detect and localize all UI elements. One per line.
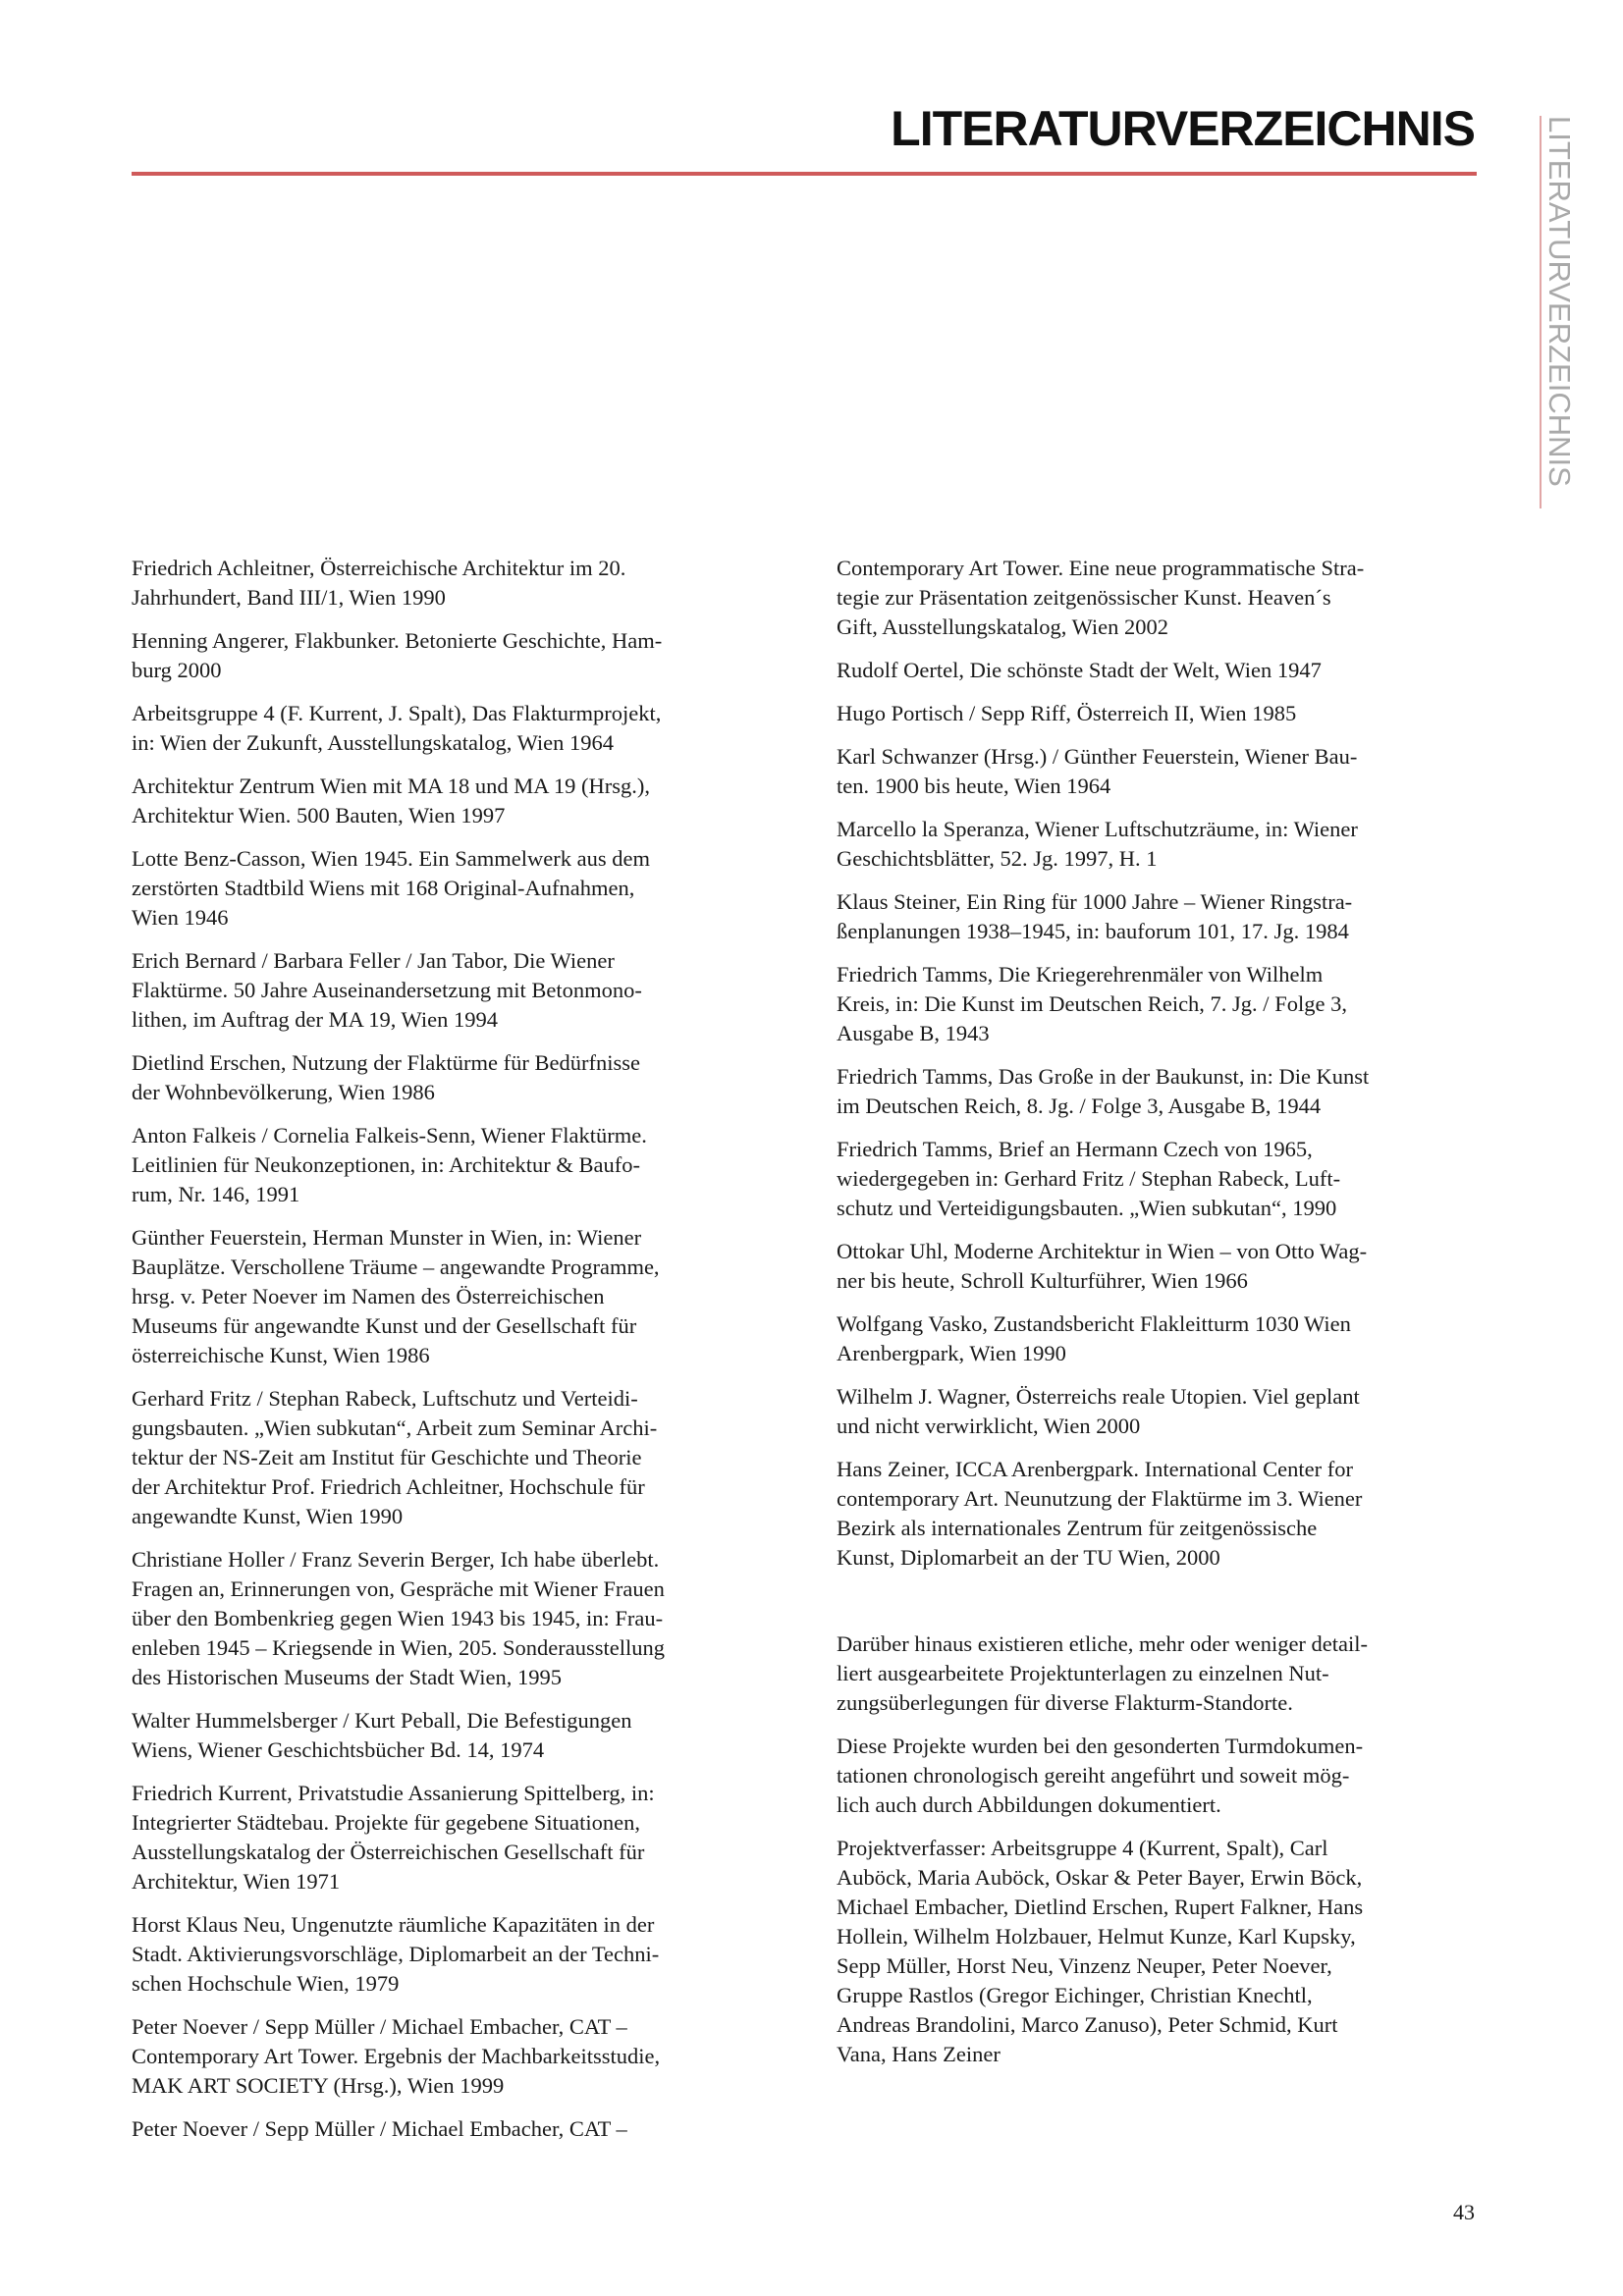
bibliography-entry-line: lithen, im Auftrag der MA 19, Wien 1994 bbox=[132, 1007, 499, 1032]
note-paragraph-line: Sepp Müller, Horst Neu, Vinzenz Neuper, Peter Noever, bbox=[837, 1953, 1332, 1978]
bibliography-entry-line: Architektur Wien. 500 Bauten, Wien 1997 bbox=[132, 803, 506, 828]
bibliography-entry bbox=[837, 815, 1477, 874]
bibliography-entry bbox=[132, 1706, 772, 1765]
bibliography-entry-line: der Architektur Prof. Friedrich Achleitner, Hochschule für bbox=[132, 1474, 645, 1499]
bibliography-entry-line: Karl Schwanzer (Hrsg.) / Günther Feuerstein, Wiener Bau- bbox=[837, 744, 1358, 769]
bibliography-entry bbox=[132, 772, 772, 830]
bibliography-entry-line: Horst Klaus Neu, Ungenutzte räumliche Kapazitäten in der bbox=[132, 1912, 655, 1937]
bibliography-entry-line: Wien 1946 bbox=[132, 905, 229, 930]
bibliography-entry-line: hrsg. v. Peter Noever im Namen des Österreichischen bbox=[132, 1284, 605, 1308]
bibliography-entry-line: Christiane Holler / Franz Severin Berger, Ich habe überlebt. bbox=[132, 1547, 660, 1572]
bibliography-entry-line: Jahrhundert, Band III/1, Wien 1990 bbox=[132, 585, 446, 610]
bibliography-entry-line: Henning Angerer, Flakbunker. Betonierte Geschichte, Ham- bbox=[132, 628, 663, 653]
bibliography-entry-line: rum, Nr. 146, 1991 bbox=[132, 1182, 300, 1206]
bibliography-entry-line: Friedrich Kurrent, Privatstudie Assanierung Spittelberg, in: bbox=[132, 1781, 655, 1805]
bibliography-entry-line: Kunst, Diplomarbeit an der TU Wien, 2000 bbox=[837, 1545, 1220, 1570]
bibliography-entry bbox=[132, 844, 772, 933]
bibliography-entry-line: Walter Hummelsberger / Kurt Peball, Die Befestigungen bbox=[132, 1708, 632, 1733]
bibliography-entry-line: Architektur, Wien 1971 bbox=[132, 1869, 341, 1894]
bibliography-entry-line: Erich Bernard / Barbara Feller / Jan Tabor, Die Wiener bbox=[132, 948, 615, 973]
note-paragraph-line: Diese Projekte wurden bei den gesonderten Turmdokumen- bbox=[837, 1734, 1364, 1758]
bibliography-entry-line: Anton Falkeis / Cornelia Falkeis-Senn, Wiener Flaktürme. bbox=[132, 1123, 647, 1148]
note-paragraph-line: Auböck, Maria Auböck, Oskar & Peter Bayer, Erwin Böck, bbox=[837, 1865, 1363, 1890]
note-paragraph bbox=[837, 1629, 1477, 1718]
bibliography-entry-line: Integrierter Städtebau. Projekte für gegebene Situationen, bbox=[132, 1810, 640, 1835]
note-paragraph-line: Hollein, Wilhelm Holzbauer, Helmut Kunze, Karl Kupsky, bbox=[837, 1924, 1356, 1949]
bibliography-entry-line: Contemporary Art Tower. Ergebnis der Machbarkeitsstudie, bbox=[132, 2044, 661, 2068]
bibliography-entry bbox=[837, 1309, 1477, 1368]
note-paragraph-line: Andreas Brandolini, Marco Zanuso), Peter Schmid, Kurt bbox=[837, 2012, 1338, 2037]
bibliography-entry-line: Friedrich Tamms, Brief an Hermann Czech von 1965, bbox=[837, 1137, 1313, 1161]
note-paragraph bbox=[837, 1732, 1477, 1820]
bibliography-left-column bbox=[132, 554, 772, 2158]
note-paragraph-line: Darüber hinaus existieren etliche, mehr oder weniger detail- bbox=[837, 1631, 1369, 1656]
bibliography-entry-line: Peter Noever / Sepp Müller / Michael Embacher, CAT – bbox=[132, 2116, 627, 2141]
bibliography-entry bbox=[132, 1384, 772, 1531]
bibliography-entry-line: wiedergegeben in: Gerhard Fritz / Stephan Rabeck, Luft- bbox=[837, 1166, 1341, 1191]
bibliography-entry-line: Stadt. Aktivierungsvorschläge, Diplomarbeit an der Techni- bbox=[132, 1942, 660, 1966]
bibliography-entry-line: Kreis, in: Die Kunst im Deutschen Reich, 7. Jg. / Folge 3, bbox=[837, 991, 1347, 1016]
bibliography-entry bbox=[132, 1223, 772, 1370]
bibliography-entry-line: Flaktürme. 50 Jahre Auseinandersetzung mit Betonmono- bbox=[132, 978, 642, 1002]
bibliography-entry-line: schen Hochschule Wien, 1979 bbox=[132, 1971, 400, 1996]
bibliography-entry bbox=[132, 1545, 772, 1692]
bibliography-entry bbox=[837, 554, 1477, 642]
note-paragraph-line: lich auch durch Abbildungen dokumentiert. bbox=[837, 1792, 1221, 1817]
bibliography-entry bbox=[132, 946, 772, 1035]
note-paragraph-line: liert ausgearbeitete Projektunterlagen zu einzelnen Nut- bbox=[837, 1661, 1329, 1685]
bibliography-entry-line: über den Bombenkrieg gegen Wien 1943 bis 1945, in: Frau- bbox=[132, 1606, 664, 1630]
bibliography-entry bbox=[132, 1910, 772, 1999]
additional-notes bbox=[837, 1629, 1477, 2069]
bibliography-entry-line: burg 2000 bbox=[132, 658, 222, 682]
side-tab-label: LITERATURVERZEICHNIS bbox=[1540, 116, 1579, 508]
bibliography-entry bbox=[837, 742, 1477, 801]
bibliography-entry-line: schutz und Verteidigungsbauten. „Wien subkutan“, 1990 bbox=[837, 1196, 1337, 1220]
bibliography-entry-line: ßenplanungen 1938–1945, in: bauforum 101, 17. Jg. 1984 bbox=[837, 919, 1349, 943]
bibliography-entry bbox=[837, 1062, 1477, 1121]
bibliography-entry-line: Lotte Benz-Casson, Wien 1945. Ein Sammelwerk aus dem bbox=[132, 846, 650, 871]
bibliography-entry-line: Wilhelm J. Wagner, Österreichs reale Utopien. Viel geplant bbox=[837, 1384, 1360, 1409]
bibliography-entry bbox=[132, 699, 772, 758]
bibliography-entry-line: Klaus Steiner, Ein Ring für 1000 Jahre – Wiener Ringstra- bbox=[837, 889, 1353, 914]
note-paragraph-line: Gruppe Rastlos (Gregor Eichinger, Christian Knechtl, bbox=[837, 1983, 1313, 2007]
bibliography-entry-line: Peter Noever / Sepp Müller / Michael Embacher, CAT – bbox=[132, 2014, 627, 2039]
bibliography-entry-line: Fragen an, Erinnerungen von, Gespräche mit Wiener Frauen bbox=[132, 1576, 665, 1601]
page-number: 43 bbox=[1453, 2200, 1475, 2224]
bibliography-entry-line: Arenbergpark, Wien 1990 bbox=[837, 1341, 1066, 1365]
bibliography-entry-line: und nicht verwirklicht, Wien 2000 bbox=[837, 1414, 1141, 1438]
bibliography-entry-line: Leitlinien für Neukonzeptionen, in: Architektur & Baufo- bbox=[132, 1152, 640, 1177]
bibliography-entry bbox=[837, 1382, 1477, 1441]
bibliography-entry-line: Bauplätze. Verschollene Träume – angewandte Programme, bbox=[132, 1255, 660, 1279]
bibliography-entry-line: Friedrich Achleitner, Österreichische Architektur im 20. bbox=[132, 556, 626, 580]
bibliography-entry-line: Museums für angewandte Kunst und der Gesellschaft für bbox=[132, 1313, 637, 1338]
bibliography-entry bbox=[837, 1135, 1477, 1223]
bibliography-entry-line: gungsbauten. „Wien subkutan“, Arbeit zum Seminar Archi- bbox=[132, 1415, 658, 1440]
bibliography-entry bbox=[837, 960, 1477, 1048]
note-paragraph-line: tationen chronologisch gereiht angeführt und soweit mög- bbox=[837, 1763, 1350, 1788]
bibliography-entry bbox=[837, 887, 1477, 946]
bibliography-right-column bbox=[837, 554, 1477, 2083]
bibliography-entry bbox=[837, 1455, 1477, 1573]
bibliography-entry-line: Ausstellungskatalog der Österreichischen Gesellschaft für bbox=[132, 1840, 645, 1864]
bibliography-entry bbox=[132, 554, 772, 613]
bibliography-entry bbox=[837, 1237, 1477, 1296]
bibliography-entry bbox=[132, 1048, 772, 1107]
bibliography-entry-line: Wolfgang Vasko, Zustandsbericht Flakleitturm 1030 Wien bbox=[837, 1311, 1351, 1336]
bibliography-entry-line: Architektur Zentrum Wien mit MA 18 und MA 19 (Hrsg.), bbox=[132, 774, 650, 798]
bibliography-entry-line: ten. 1900 bis heute, Wien 1964 bbox=[837, 774, 1111, 798]
bibliography-entry-line: Bezirk als internationales Zentrum für zeitgenössische bbox=[837, 1516, 1318, 1540]
note-paragraph-line: Projektverfasser: Arbeitsgruppe 4 (Kurrent, Spalt), Carl bbox=[837, 1836, 1328, 1860]
bibliography-entry-line: angewandte Kunst, Wien 1990 bbox=[132, 1504, 404, 1528]
bibliography-entry-line: ner bis heute, Schroll Kulturführer, Wien 1966 bbox=[837, 1268, 1248, 1293]
bibliography-entry-line: in: Wien der Zukunft, Ausstellungskatalog, Wien 1964 bbox=[132, 730, 615, 755]
bibliography-entry-line: Hugo Portisch / Sepp Riff, Österreich II, Wien 1985 bbox=[837, 701, 1297, 725]
bibliography-entry-line: Geschichtsblätter, 52. Jg. 1997, H. 1 bbox=[837, 846, 1158, 871]
bibliography-entry bbox=[837, 656, 1477, 685]
bibliography-entry-line: Friedrich Tamms, Das Große in der Baukunst, in: Die Kunst bbox=[837, 1064, 1370, 1089]
bibliography-right-entries bbox=[837, 554, 1477, 1573]
note-paragraph-line: zungsüberlegungen für diverse Flakturm-Standorte. bbox=[837, 1690, 1293, 1715]
bibliography-entry-line: zerstörten Stadtbild Wiens mit 168 Original-Aufnahmen, bbox=[132, 876, 635, 900]
bibliography-entry-line: Contemporary Art Tower. Eine neue programmatische Stra- bbox=[837, 556, 1365, 580]
bibliography-entry-line: Gift, Ausstellungskatalog, Wien 2002 bbox=[837, 614, 1169, 639]
bibliography-entry-line: der Wohnbevölkerung, Wien 1986 bbox=[132, 1080, 435, 1104]
bibliography-entry bbox=[132, 2114, 772, 2144]
bibliography-entry bbox=[837, 699, 1477, 728]
bibliography-entry-line: österreichische Kunst, Wien 1986 bbox=[132, 1343, 430, 1367]
bibliography-entry-line: Marcello la Speranza, Wiener Luftschutzräume, in: Wiener bbox=[837, 817, 1358, 841]
bibliography-entry-line: Wiens, Wiener Geschichtsbücher Bd. 14, 1974 bbox=[132, 1737, 545, 1762]
bibliography-entry-line: Ausgabe B, 1943 bbox=[837, 1021, 990, 1045]
note-paragraph-line: Vana, Hans Zeiner bbox=[837, 2042, 1001, 2066]
bibliography-entry bbox=[132, 626, 772, 685]
bibliography-entry-line: Friedrich Tamms, Die Kriegerehrenmäler von Wilhelm bbox=[837, 962, 1324, 987]
note-paragraph bbox=[837, 1834, 1477, 2069]
bibliography-entry-line: tegie zur Präsentation zeitgenössischer Kunst. Heaven´s bbox=[837, 585, 1331, 610]
bibliography-entry-line: Ottokar Uhl, Moderne Architektur in Wien – von Otto Wag- bbox=[837, 1239, 1368, 1263]
bibliography-entry bbox=[132, 1779, 772, 1896]
bibliography-entry-line: Gerhard Fritz / Stephan Rabeck, Luftschutz und Verteidi- bbox=[132, 1386, 638, 1411]
bibliography-entry-line: Arbeitsgruppe 4 (F. Kurrent, J. Spalt), Das Flakturmprojekt, bbox=[132, 701, 662, 725]
bibliography-entry bbox=[132, 2012, 772, 2101]
note-paragraph-line: Michael Embacher, Dietlind Erschen, Rupert Falkner, Hans bbox=[837, 1895, 1364, 1919]
bibliography-entry-line: tektur der NS-Zeit am Institut für Geschichte und Theorie bbox=[132, 1445, 642, 1469]
bibliography-entry bbox=[132, 1121, 772, 1209]
bibliography-entry-line: Hans Zeiner, ICCA Arenbergpark. International Center for bbox=[837, 1457, 1354, 1481]
bibliography-entry-line: enleben 1945 – Kriegsende in Wien, 205. Sonderausstellung bbox=[132, 1635, 665, 1660]
bibliography-entry-line: Dietlind Erschen, Nutzung der Flaktürme für Bedürfnisse bbox=[132, 1050, 640, 1075]
bibliography-entry-line: des Historischen Museums der Stadt Wien, 1995 bbox=[132, 1665, 563, 1689]
bibliography-entry-line: im Deutschen Reich, 8. Jg. / Folge 3, Ausgabe B, 1944 bbox=[837, 1094, 1322, 1118]
bibliography-entry-line: Rudolf Oertel, Die schönste Stadt der Welt, Wien 1947 bbox=[837, 658, 1322, 682]
bibliography-entry-line: Günther Feuerstein, Herman Munster in Wien, in: Wiener bbox=[132, 1225, 642, 1250]
bibliography-entry-line: MAK ART SOCIETY (Hrsg.), Wien 1999 bbox=[132, 2073, 505, 2098]
title-rule bbox=[132, 172, 1477, 176]
bibliography-entry-line: contemporary Art. Neunutzung der Flaktürme im 3. Wiener bbox=[837, 1486, 1363, 1511]
page-title: LITERATURVERZEICHNIS bbox=[891, 101, 1475, 156]
